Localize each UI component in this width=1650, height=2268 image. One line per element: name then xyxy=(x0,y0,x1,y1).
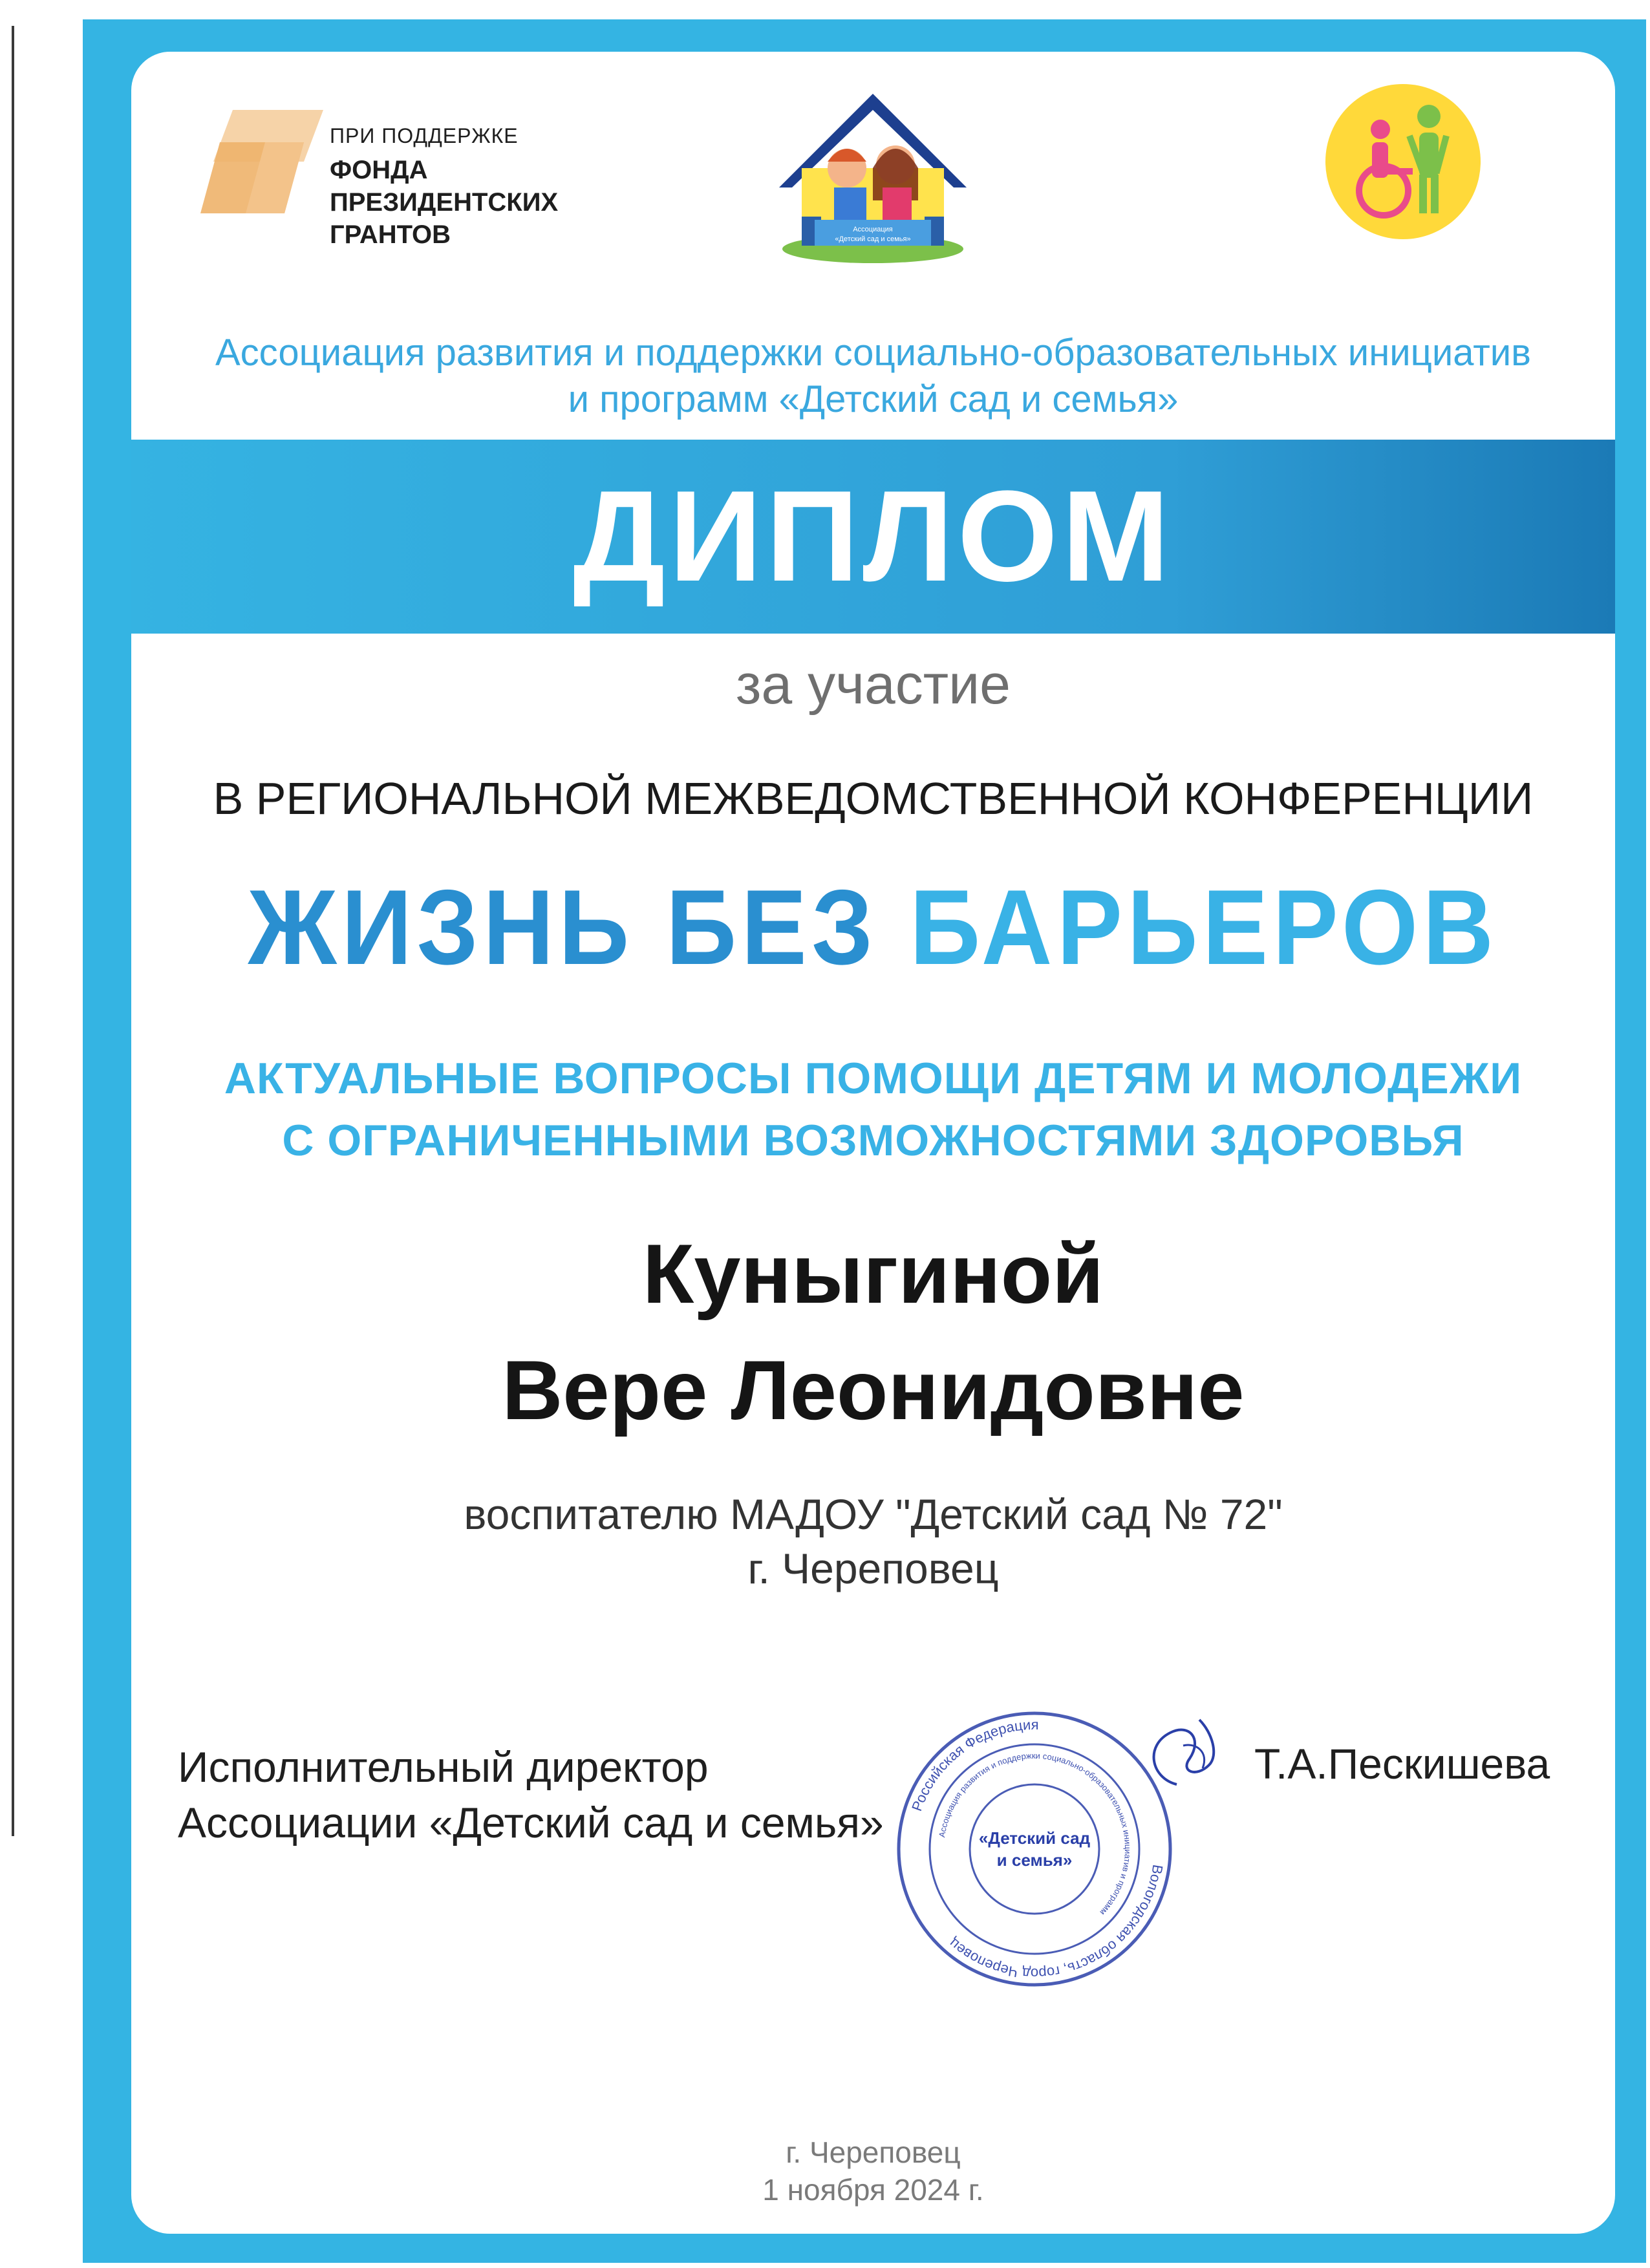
issue-city: г. Череповец xyxy=(786,2135,961,2169)
stamp-center-line-2: и семья» xyxy=(996,1850,1073,1870)
recipient-name xyxy=(131,1215,1615,1448)
conference-label: В РЕГИОНАЛЬНОЙ МЕЖВЕДОМСТВЕННОЙ КОНФЕРЕНЦИИ xyxy=(213,773,1534,824)
pfpg-fund-label: ФОНДА xyxy=(330,156,428,184)
signatory-title: Исполнительный директор xyxy=(178,1743,709,1791)
stamp-center-line-1: «Детский сад xyxy=(978,1828,1091,1848)
recipient-position xyxy=(131,1487,1615,1596)
slogan-part-1: ЖИЗНЬ БЕЗ xyxy=(248,868,878,987)
association-line-2: и программ «Детский сад и семья» xyxy=(568,378,1179,420)
stamp-inner-ring: Ассоциация развития и поддержки социально-образовательных инициатив и программ xyxy=(937,1750,1133,1918)
subtitle-line-1: АКТУАЛЬНЫЕ ВОПРОСЫ ПОМОЩИ ДЕТЯМ И МОЛОДЕЖИ xyxy=(224,1054,1523,1103)
signatory-position xyxy=(178,1739,884,1850)
organization-stamp xyxy=(892,1707,1177,1991)
stamp-outer-top: Российская Федерация xyxy=(908,1716,1039,1813)
for-participation: за участие xyxy=(735,654,1011,716)
issue-date: 1 ноября 2024 г. xyxy=(762,2173,984,2207)
accessibility-icon xyxy=(1325,84,1481,239)
presidential-grants-logo-icon xyxy=(194,103,323,220)
stamp-outer-bottom: Вологодская область, город Череповец xyxy=(945,1863,1166,1982)
signatory-organization: Ассоциации «Детский сад и семья» xyxy=(178,1799,884,1846)
house-logo-line2: «Детский сад и семья» xyxy=(835,235,911,243)
scan-edge-line xyxy=(12,26,14,1836)
slogan-part-2: БАРЬЕРОВ xyxy=(910,868,1499,987)
kindergarten-family-logo-icon xyxy=(776,91,970,265)
signatory-name: Т.А.Пескишева xyxy=(1254,1740,1550,1788)
handwritten-signature xyxy=(1138,1707,1228,1797)
subtitle-line-2: С ОГРАНИЧЕННЫМИ ВОЗМОЖНОСТЯМИ ЗДОРОВЬЯ xyxy=(282,1116,1464,1165)
recipient-surname: Куныгиной xyxy=(642,1226,1104,1321)
association-line-1: Ассоциация развития и поддержки социально-образовательных инициатив xyxy=(215,332,1531,374)
pfpg-presidential-label: ПРЕЗИДЕНТСКИХ xyxy=(330,188,559,217)
diploma-title: ДИПЛОМ xyxy=(573,464,1173,608)
recipient-given-names: Вере Леонидовне xyxy=(502,1343,1245,1437)
conference-subtitle xyxy=(131,1047,1615,1171)
association-header xyxy=(131,330,1615,423)
pfpg-grants-label: ГРАНТОВ xyxy=(330,220,451,249)
recipient-city: г. Череповец xyxy=(747,1545,999,1592)
house-logo-line1: Ассоциация xyxy=(853,226,893,233)
recipient-role: воспитателю МАДОУ "Детский сад № 72" xyxy=(464,1490,1283,1538)
pfpg-support-label: ПРИ ПОДДЕРЖКЕ xyxy=(330,124,519,147)
issue-place-date xyxy=(131,2134,1615,2209)
conference-slogan xyxy=(191,866,1556,989)
